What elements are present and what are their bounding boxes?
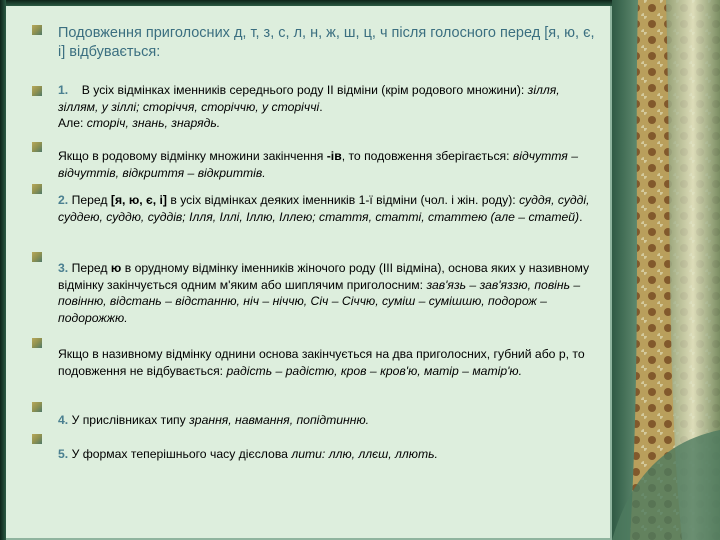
bullet-icon <box>32 184 42 194</box>
paragraph-4 <box>58 260 603 326</box>
bullet-icon <box>32 402 42 412</box>
slide-title: Подовження приголосних д, т, з, с, л, н, ж, ш, ц, ч після голосного перед [я, ю, є, і] відбувається: <box>58 25 595 60</box>
item-number: 2. <box>58 193 69 207</box>
examples: зілля, зіллям, у зіллі; сторіччя, сторіччю, у сторіччі <box>58 83 560 114</box>
paragraph-2 <box>58 148 603 181</box>
text: , то подовження зберігається: <box>341 149 510 163</box>
letters: [я, ю, є, і] <box>110 193 167 207</box>
bullet-icon <box>32 434 42 444</box>
text: Але: <box>58 116 84 130</box>
text: . <box>319 99 323 114</box>
examples: сторіч, знань, знарядь. <box>86 116 221 130</box>
text: Перед <box>71 193 108 207</box>
item-number: 3. <box>58 261 69 275</box>
bullet-icon <box>32 86 42 96</box>
text: У прислівниках типу <box>71 413 186 427</box>
examples: зав'язь – зав'яззю, повінь – повінню, відстань – відстанню, ніч – ніччю, Січ – Січчю, суміш – сумішшю, подорож – подорожжю. <box>58 277 581 325</box>
text: в орудному відмінку іменників жіночого роду (ІІІ відміна), основа яких у називному відмінку закінчується одним м'яким або шиплячим приголосним: <box>58 261 590 292</box>
paragraph-3 <box>58 192 603 225</box>
bullet-icon <box>32 142 42 152</box>
examples: суддя, судді, суддею, суддю, суддів; Ілля, Іллі, Іллю, Іллею; стаття, статті, статтею (але – статей) <box>58 193 590 224</box>
bullet-icon <box>32 338 42 348</box>
item-number: 4. <box>58 413 69 427</box>
text: Якщо в родовому відмінку множини закінчення <box>58 149 324 163</box>
item-number: 1. <box>58 83 69 97</box>
text: Якщо в називному відмінку однини основа закінчується на два приголосних, губний або р, то подовження не відбувається: <box>58 347 585 378</box>
examples: лити: ллю, ллєш, ллють. <box>291 447 438 461</box>
examples: зрання, навмання, попідтинню. <box>189 413 369 427</box>
paragraph-1 <box>58 82 603 132</box>
bullet-icon <box>32 25 42 35</box>
ending: -ів <box>326 149 342 163</box>
decorative-curtain-image <box>612 0 720 540</box>
item-number: 5. <box>58 447 69 461</box>
paragraph-7 <box>58 446 603 463</box>
text: Перед <box>71 261 108 275</box>
paragraph-5 <box>58 346 603 379</box>
panel-border-top <box>0 0 612 6</box>
text: . <box>579 209 583 224</box>
letters: ю <box>110 261 122 275</box>
text: в усіх відмінках деяких іменників 1-ї відміни (чол. і жін. роду): <box>170 193 516 207</box>
examples: відчуття – відчуттів, відкриття – відкриттів. <box>58 149 578 180</box>
text: У формах теперішнього часу дієслова <box>71 447 288 461</box>
text: В усіх відмінках іменників середнього роду ІІ відміни (крім родового множини): <box>81 83 525 97</box>
panel-border-left <box>0 0 6 540</box>
bullet-icon <box>32 252 42 262</box>
paragraph-6 <box>58 412 603 429</box>
examples: радість – радістю, кров – кров'ю, матір – матір'ю. <box>226 363 522 378</box>
